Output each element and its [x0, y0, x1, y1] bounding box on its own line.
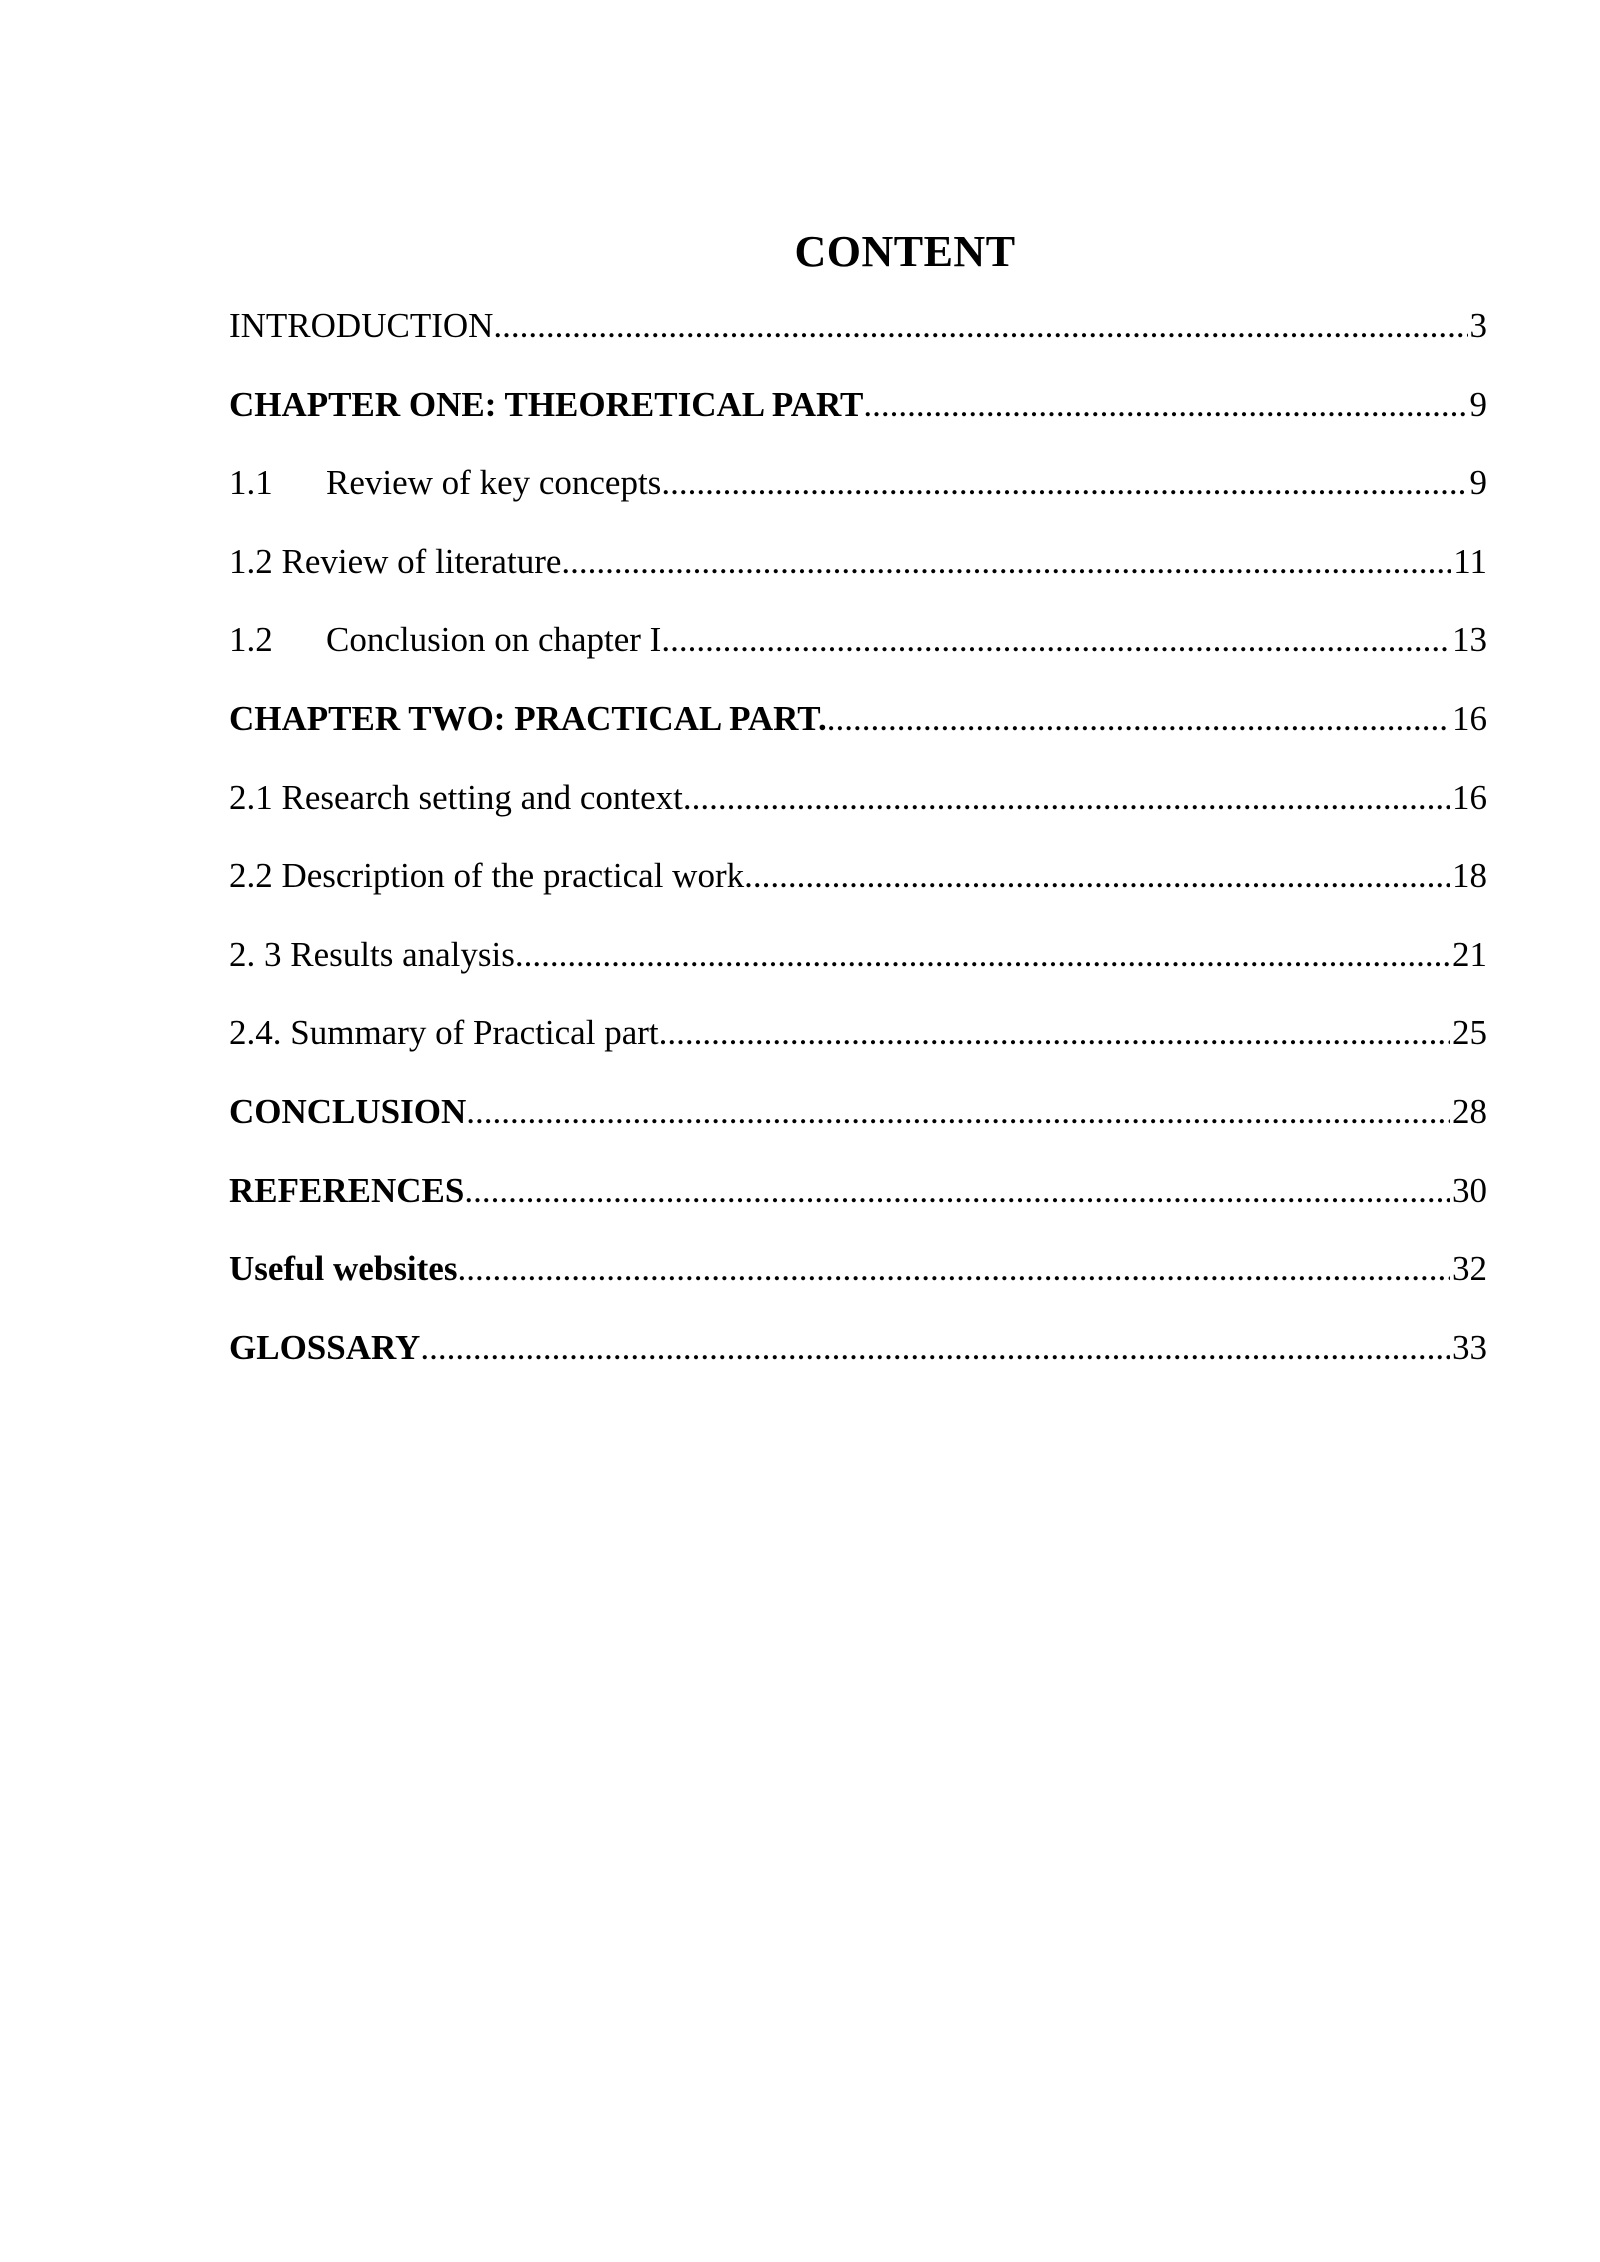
toc-entry-label: 2.2 Description of the practical work [229, 856, 745, 896]
toc-entry-label: INTRODUCTION [229, 306, 494, 345]
toc-page-number: 3 [1469, 306, 1487, 345]
toc-page-number: 32 [1452, 1249, 1487, 1289]
toc-entry-review-literature[interactable] [229, 532, 1487, 611]
toc-page-number: 9 [1469, 384, 1487, 424]
toc-entry-references[interactable] [229, 1161, 1487, 1240]
toc-entry-useful-websites[interactable] [229, 1239, 1487, 1318]
toc-dot-leader [515, 925, 1450, 985]
toc-entry-label: 2.1 Research setting and context [229, 777, 683, 817]
toc-entry-number: 1.1 [229, 463, 273, 503]
toc-entry-label: 2. 3 Results analysis [229, 934, 515, 974]
toc-entry-research-setting[interactable] [229, 768, 1487, 847]
toc-entry-text: Conclusion on chapter I [326, 620, 662, 660]
toc-page-number: 28 [1452, 1091, 1487, 1131]
toc-dot-leader [466, 1082, 1450, 1142]
toc-dot-leader [661, 610, 1450, 670]
toc-page-number: 21 [1452, 934, 1487, 974]
toc-entry-label: CHAPTER TWO: PRACTICAL PART. [229, 698, 827, 738]
toc-entry-conclusion[interactable] [229, 1082, 1487, 1161]
toc-page-number: 16 [1452, 698, 1487, 738]
toc-entry-label: CHAPTER ONE: THEORETICAL PART [229, 384, 864, 424]
toc-entry-chapter-two[interactable] [229, 689, 1487, 768]
toc-entry-practical-work[interactable] [229, 846, 1487, 925]
toc-dot-leader [420, 1318, 1450, 1378]
toc-dot-leader [661, 453, 1467, 513]
toc-entry-label: GLOSSARY [229, 1327, 421, 1367]
toc-entry-label [229, 610, 661, 670]
toc-dot-leader [493, 296, 1467, 356]
table-of-contents [229, 296, 1487, 1396]
toc-entry-label: CONCLUSION [229, 1091, 467, 1131]
toc-dot-leader [744, 846, 1450, 906]
toc-entry-number: 1.2 [229, 620, 273, 660]
toc-page-number: 9 [1469, 463, 1487, 503]
toc-entry-label: Useful websites [229, 1249, 458, 1289]
page-title: CONTENT [794, 227, 1016, 276]
toc-entry-label: 1.2 Review of literature [229, 541, 562, 581]
toc-entry-conclusion-chapter-one[interactable] [229, 610, 1487, 689]
toc-page-number: 13 [1452, 620, 1487, 660]
toc-page-number: 18 [1452, 856, 1487, 896]
toc-entry-text: Review of key concepts [326, 463, 662, 503]
toc-entry-summary-practical[interactable] [229, 1003, 1487, 1082]
toc-entry-label [229, 453, 661, 513]
toc-dot-leader [863, 375, 1467, 435]
toc-dot-leader [659, 1003, 1450, 1063]
toc-entry-chapter-one[interactable] [229, 375, 1487, 454]
toc-dot-leader [827, 689, 1450, 749]
toc-dot-leader [457, 1239, 1450, 1299]
toc-entry-review-key-concepts[interactable] [229, 453, 1487, 532]
toc-entry-label: 2.4. Summary of Practical part [229, 1013, 659, 1053]
toc-page-number: 16 [1452, 777, 1487, 817]
toc-entry-introduction[interactable] [229, 296, 1487, 375]
toc-page-number: 33 [1452, 1327, 1487, 1367]
toc-page-number: 30 [1452, 1170, 1487, 1210]
toc-entry-glossary[interactable] [229, 1318, 1487, 1397]
toc-entry-results-analysis[interactable] [229, 925, 1487, 1004]
toc-page-number: 11 [1453, 541, 1487, 581]
toc-page-number: 25 [1452, 1013, 1487, 1053]
toc-entry-label: REFERENCES [229, 1170, 465, 1210]
toc-dot-leader [683, 768, 1450, 828]
toc-dot-leader [464, 1161, 1450, 1221]
toc-dot-leader [561, 532, 1451, 592]
